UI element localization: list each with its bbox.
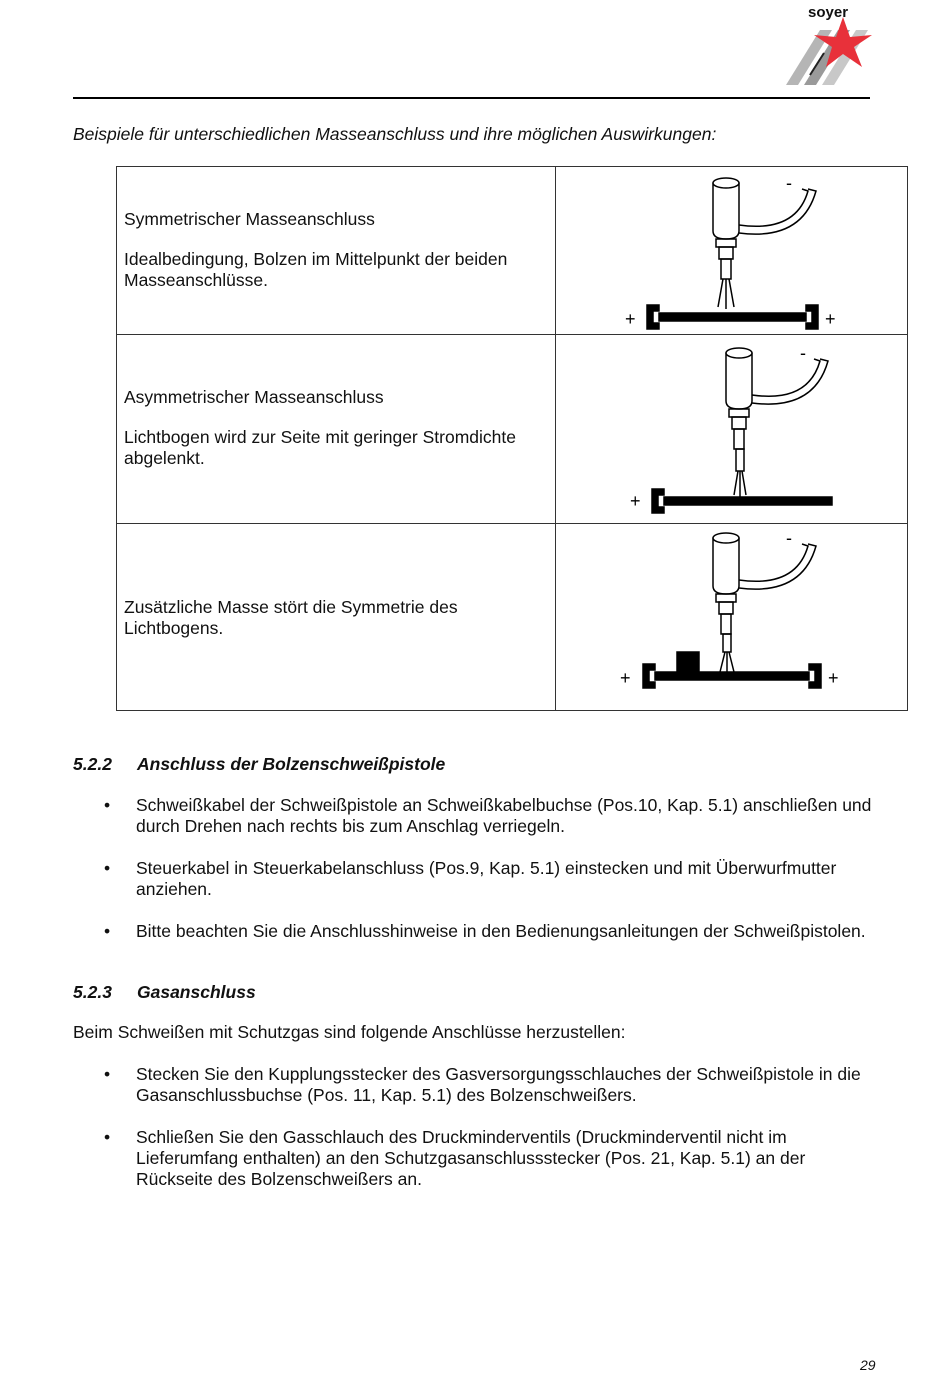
bullet-icon: • [104,1064,111,1084]
example-row-asymmetric [117,335,908,524]
list-item-text: Schließen Sie den Gasschlauch des Druckminderventils (Druckminderventil nicht im Lieferumfang enthalten) an den Schutzgasanschlussstecker (Pos. 21, Kap. 5.1) an der Rückseite des Bolzenschweißers an. [136,1127,806,1189]
list-item [0,1127,880,1190]
example-figure-cell [555,167,907,335]
list-item-text: Bitte beachten Sie die Anschlusshinweise in den Bedienungsanleitungen der Schweißpistolen. [136,921,866,941]
example-row-additional-ground [117,524,908,711]
intro-caption: Beispiele für unterschiedlichen Masseanschluss und ihre möglichen Auswirkungen: [73,124,717,144]
section-number: 5.2.2 [73,754,112,774]
header-rule [73,97,870,99]
section-number: 5.2.3 [73,982,112,1002]
minus-label: - [785,173,792,193]
minus-label: - [785,528,792,548]
asymmetric-ground-diagram-icon [556,335,908,523]
example-text-cell [117,167,556,335]
plus-right-label: + [827,668,839,688]
list-item [0,921,880,942]
list-item-text: Steuerkabel in Steuerkabelanschluss (Pos.9, Kap. 5.1) einstecken und mit Überwurfmutter anziehen. [136,858,837,899]
example-figure-cell [555,524,907,711]
example-description: Idealbedingung, Bolzen im Mittelpunkt der beiden Masseanschlüsse. [124,249,508,290]
page-number: 29 [860,1357,876,1373]
minus-label: - [799,343,806,363]
example-title: Asymmetrischer Masseanschluss [124,387,384,407]
section-title: Gasanschluss [137,982,256,1002]
plus-left-label: + [624,309,636,329]
section-title: Anschluss der Bolzenschweißpistole [137,754,446,774]
plus-right-label: + [824,309,836,329]
bullet-icon: • [104,1127,111,1147]
example-figure-cell [555,335,907,524]
section-intro-text: Beim Schweißen mit Schutzgas sind folgende Anschlüsse herzustellen: [73,1022,626,1042]
section-heading-5-2-2 [73,754,445,775]
soyer-logo-icon [780,5,880,87]
example-row-symmetric [117,167,908,335]
list-item-text: Schweißkabel der Schweißpistole an Schweißkabelbuchse (Pos.10, Kap. 5.1) anschließen und durch Drehen nach rechts bis zum Anschlag verriegeln. [136,795,872,836]
example-description: Lichtbogen wird zur Seite mit geringer Stromdichte abgelenkt. [124,427,516,468]
bullet-list-5-2-2 [0,795,880,963]
bullet-icon: • [104,921,111,941]
list-item [0,858,880,900]
plus-left-label: + [629,491,641,511]
example-text-cell [117,335,556,524]
list-item [0,1064,880,1106]
plus-left-label: + [619,668,631,688]
example-text-cell [117,524,556,711]
example-title: Symmetrischer Masseanschluss [124,209,375,229]
grounding-examples-table [116,166,908,711]
section-heading-5-2-3 [73,982,256,1003]
logo-wordmark: soyer [808,4,849,21]
bullet-icon: • [104,795,111,815]
symmetric-ground-diagram-icon [556,167,908,334]
additional-ground-diagram-icon [556,524,908,710]
list-item [0,795,880,837]
bullet-list-5-2-3 [0,1064,880,1211]
example-description: Zusätzliche Masse stört die Symmetrie des Lichtbogens. [124,597,458,638]
bullet-icon: • [104,858,111,878]
list-item-text: Stecken Sie den Kupplungsstecker des Gasversorgungsschlauches der Schweißpistole in die Gasanschlussbuchse (Pos. 11, Kap. 5.1) des Bolzenschweißers. [136,1064,861,1105]
